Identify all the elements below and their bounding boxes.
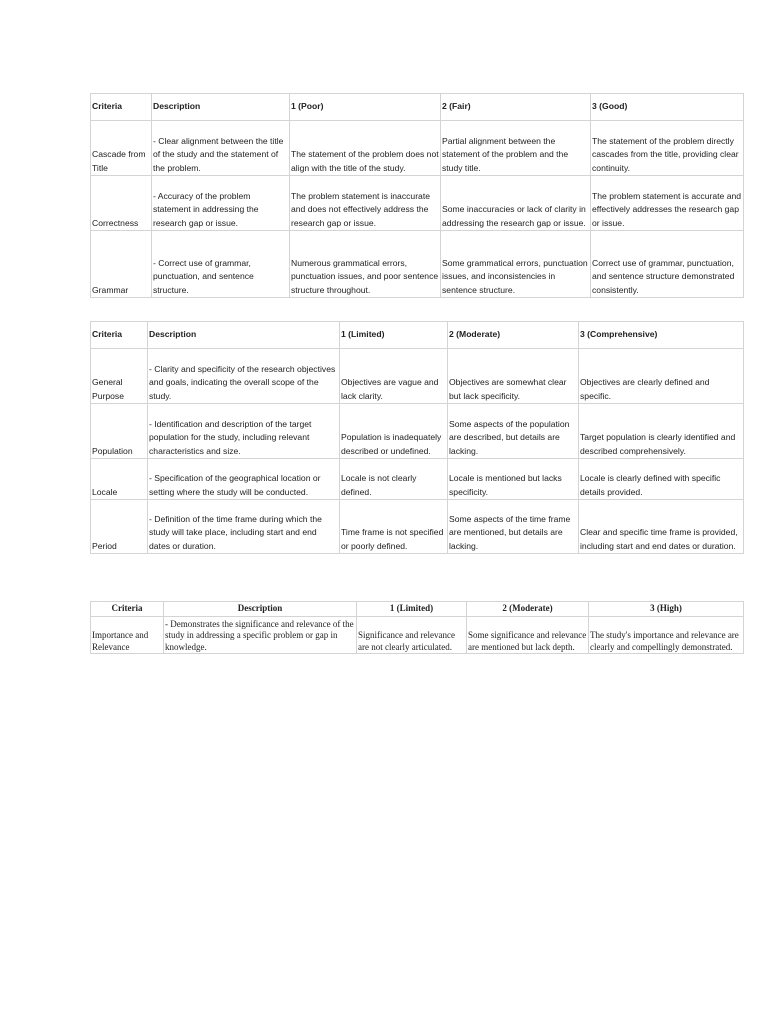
header-level-1: 1 (Limited) (357, 602, 467, 617)
table-row (91, 176, 744, 231)
header-level-3: 3 (Good) (591, 94, 744, 121)
level-1-cell: Time frame is not specified or poorly defined. (340, 500, 448, 554)
level-2-cell: Some inaccuracies or lack of clarity in addressing the research gap or issue. (441, 176, 591, 231)
criteria-cell: General Purpose (91, 349, 148, 404)
level-3-cell: Target population is clearly identified and described comprehensively. (579, 404, 744, 459)
criteria-cell: Population (91, 404, 148, 459)
level-3-cell: Correct use of grammar, punctuation, and sentence structure demonstrated consistently. (591, 231, 744, 298)
description-cell: - Accuracy of the problem statement in addressing the research gap or issue. (152, 176, 290, 231)
table-row (91, 404, 744, 459)
header-level-2: 2 (Moderate) (467, 602, 589, 617)
level-1-cell: Population is inadequately described or undefined. (340, 404, 448, 459)
table-row (91, 121, 744, 176)
header-description: Description (152, 94, 290, 121)
header-level-2: 2 (Fair) (441, 94, 591, 121)
header-criteria: Criteria (91, 322, 148, 349)
level-1-cell: The statement of the problem does not align with the title of the study. (290, 121, 441, 176)
rubric-table-objectives (90, 321, 744, 554)
level-3-cell: Locale is clearly defined with specific details provided. (579, 459, 744, 500)
description-cell: - Demonstrates the significance and relevance of the study in addressing a specific problem or gap in knowledge. (164, 617, 357, 654)
header-level-2: 2 (Moderate) (448, 322, 579, 349)
description-cell: - Clear alignment between the title of the study and the statement of the problem. (152, 121, 290, 176)
level-1-cell: Numerous grammatical errors, punctuation issues, and poor sentence structure throughout. (290, 231, 441, 298)
level-1-cell: Objectives are vague and lack clarity. (340, 349, 448, 404)
header-level-3: 3 (Comprehensive) (579, 322, 744, 349)
level-3-cell: The problem statement is accurate and effectively addresses the research gap or issue. (591, 176, 744, 231)
criteria-cell: Correctness (91, 176, 152, 231)
criteria-cell: Period (91, 500, 148, 554)
level-2-cell: Objectives are somewhat clear but lack specificity. (448, 349, 579, 404)
description-cell: - Correct use of grammar, punctuation, and sentence structure. (152, 231, 290, 298)
header-criteria: Criteria (91, 602, 164, 617)
level-1-cell: Significance and relevance are not clearly articulated. (357, 617, 467, 654)
description-cell: - Identification and description of the target population for the study, including relevant characteristics and size. (148, 404, 340, 459)
table-row (91, 349, 744, 404)
level-3-cell: Clear and specific time frame is provided, including start and end dates or duration. (579, 500, 744, 554)
table-row (91, 617, 744, 654)
rubric-table-significance (90, 601, 744, 654)
level-1-cell: Locale is not clearly defined. (340, 459, 448, 500)
header-level-3: 3 (High) (589, 602, 744, 617)
criteria-cell: Locale (91, 459, 148, 500)
table-row (91, 231, 744, 298)
header-level-1: 1 (Poor) (290, 94, 441, 121)
table-header-row (91, 602, 744, 617)
level-3-cell: The study's importance and relevance are clearly and compellingly demonstrated. (589, 617, 744, 654)
table-header-row (91, 322, 744, 349)
level-2-cell: Locale is mentioned but lacks specificity. (448, 459, 579, 500)
level-3-cell: The statement of the problem directly cascades from the title, providing clear continuity. (591, 121, 744, 176)
header-description: Description (148, 322, 340, 349)
header-criteria: Criteria (91, 94, 152, 121)
header-description: Description (164, 602, 357, 617)
criteria-cell: Importance and Relevance (91, 617, 164, 654)
table-row (91, 459, 744, 500)
description-cell: - Definition of the time frame during which the study will take place, including start and end dates or duration. (148, 500, 340, 554)
criteria-cell: Grammar (91, 231, 152, 298)
description-cell: - Clarity and specificity of the research objectives and goals, indicating the overall scope of the study. (148, 349, 340, 404)
rubric-table-problem-statement (90, 93, 744, 298)
table-row (91, 500, 744, 554)
table-header-row (91, 94, 744, 121)
level-2-cell: Some grammatical errors, punctuation issues, and inconsistencies in sentence structure. (441, 231, 591, 298)
criteria-cell: Cascade from Title (91, 121, 152, 176)
header-level-1: 1 (Limited) (340, 322, 448, 349)
description-cell: - Specification of the geographical location or setting where the study will be conducted. (148, 459, 340, 500)
level-2-cell: Partial alignment between the statement of the problem and the study title. (441, 121, 591, 176)
level-2-cell: Some aspects of the time frame are mentioned, but details are lacking. (448, 500, 579, 554)
level-1-cell: The problem statement is inaccurate and does not effectively address the research gap or issue. (290, 176, 441, 231)
level-3-cell: Objectives are clearly defined and specific. (579, 349, 744, 404)
level-2-cell: Some significance and relevance are mentioned but lack depth. (467, 617, 589, 654)
level-2-cell: Some aspects of the population are described, but details are lacking. (448, 404, 579, 459)
